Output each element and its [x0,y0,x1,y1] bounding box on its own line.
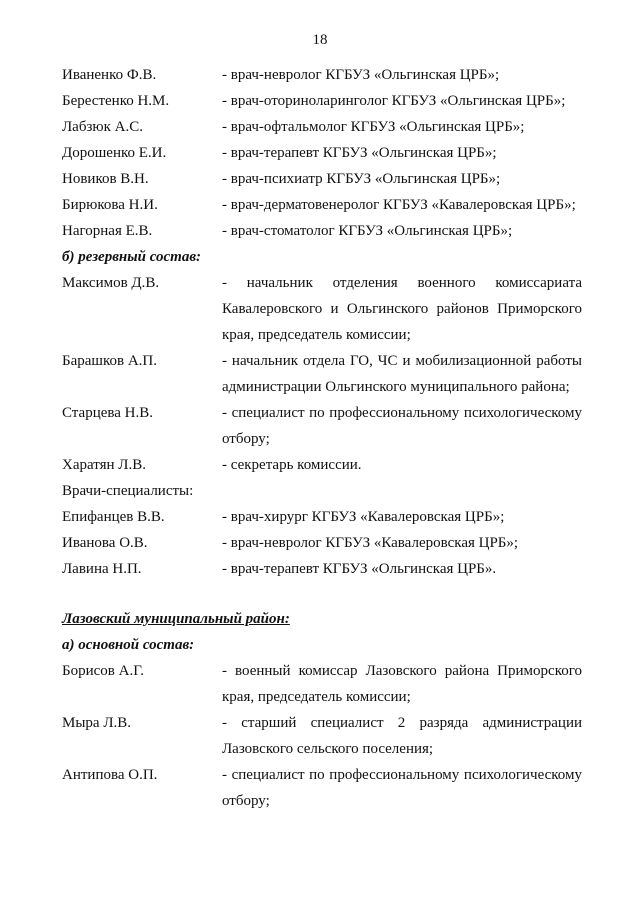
member-position: - врач-терапевт КГБУЗ «Ольгинская ЦРБ». [222,561,497,577]
district-heading: Лазовский муниципальный район: [62,611,290,627]
member-name: Харатян Л.В. [62,457,146,473]
member-name: Епифанцев В.В. [62,509,165,525]
member-name: Максимов Д.В. [62,275,160,291]
member-position: - врач-невролог КГБУЗ «Ольгинская ЦРБ»; [222,67,500,83]
member-position: - врач-офтальмолог КГБУЗ «Ольгинская ЦРБ»; [222,119,525,135]
member-position: - начальник отделения военного комиссариата Кавалеровского и Ольгинского районов Приморского края, председатель комиссии; [222,275,582,343]
member-name: Старцева Н.В. [62,405,154,421]
main-heading: а) основной состав: [62,637,195,653]
member-position: - врач-стоматолог КГБУЗ «Ольгинская ЦРБ»; [222,223,513,239]
member-position: - врач-терапевт КГБУЗ «Ольгинская ЦРБ»; [222,145,497,161]
member-row [62,62,582,88]
member-row [62,658,582,710]
member-row [62,114,582,140]
member-row [62,88,582,114]
member-name: Берестенко Н.М. [62,93,170,109]
member-row [62,504,582,530]
member-position: - врач-хирург КГБУЗ «Кавалеровская ЦРБ»; [222,509,505,525]
member-row [62,218,582,244]
member-name: Лавина Н.П. [62,561,142,577]
member-position: - начальник отдела ГО, ЧС и мобилизационной работы администрации Ольгинского муниципального района; [222,353,582,395]
member-position: - врач-дерматовенеролог КГБУЗ «Кавалеровская ЦРБ»; [222,197,576,213]
member-position: - врач-невролог КГБУЗ «Кавалеровская ЦРБ»; [222,535,519,551]
doctors-label: Врачи-специалисты: [62,483,194,499]
member-name: Иваненко Ф.В. [62,67,157,83]
member-name: Борисов А.Г. [62,663,144,679]
member-row [62,140,582,166]
member-name: Иванова О.В. [62,535,148,551]
member-row [62,710,582,762]
member-row [62,556,582,582]
member-position: - военный комиссар Лазовского района Приморского края, председатель комиссии; [222,663,582,705]
member-position: - старший специалист 2 разряда администрации Лазовского сельского поселения; [222,715,582,757]
member-position: - специалист по профессиональному психологическому отбору; [222,767,582,809]
member-position: - врач-психиатр КГБУЗ «Ольгинская ЦРБ»; [222,171,501,187]
member-name: Лабзюк А.С. [62,119,143,135]
member-name: Барашков А.П. [62,353,158,369]
member-row [62,530,582,556]
member-name: Дорошенко Е.И. [62,145,167,161]
member-position: - секретарь комиссии. [222,457,362,473]
member-name: Мыра Л.В. [62,715,132,731]
member-position: - врач-оториноларинголог КГБУЗ «Ольгинская ЦРБ»; [222,93,566,109]
member-row [62,400,582,452]
member-row [62,192,582,218]
page-number: 18 [312,32,328,48]
member-row [62,166,582,192]
reserve-heading: б) резервный состав: [62,249,202,265]
member-row [62,348,582,400]
member-name: Бирюкова Н.И. [62,197,158,213]
member-name: Новиков В.Н. [62,171,149,187]
member-row [62,270,582,348]
member-name: Антипова О.П. [62,767,158,783]
member-row [62,762,582,814]
document-body [62,62,582,814]
member-name: Нагорная Е.В. [62,223,153,239]
member-position: - специалист по профессиональному психологическому отбору; [222,405,582,447]
member-row [62,452,582,478]
